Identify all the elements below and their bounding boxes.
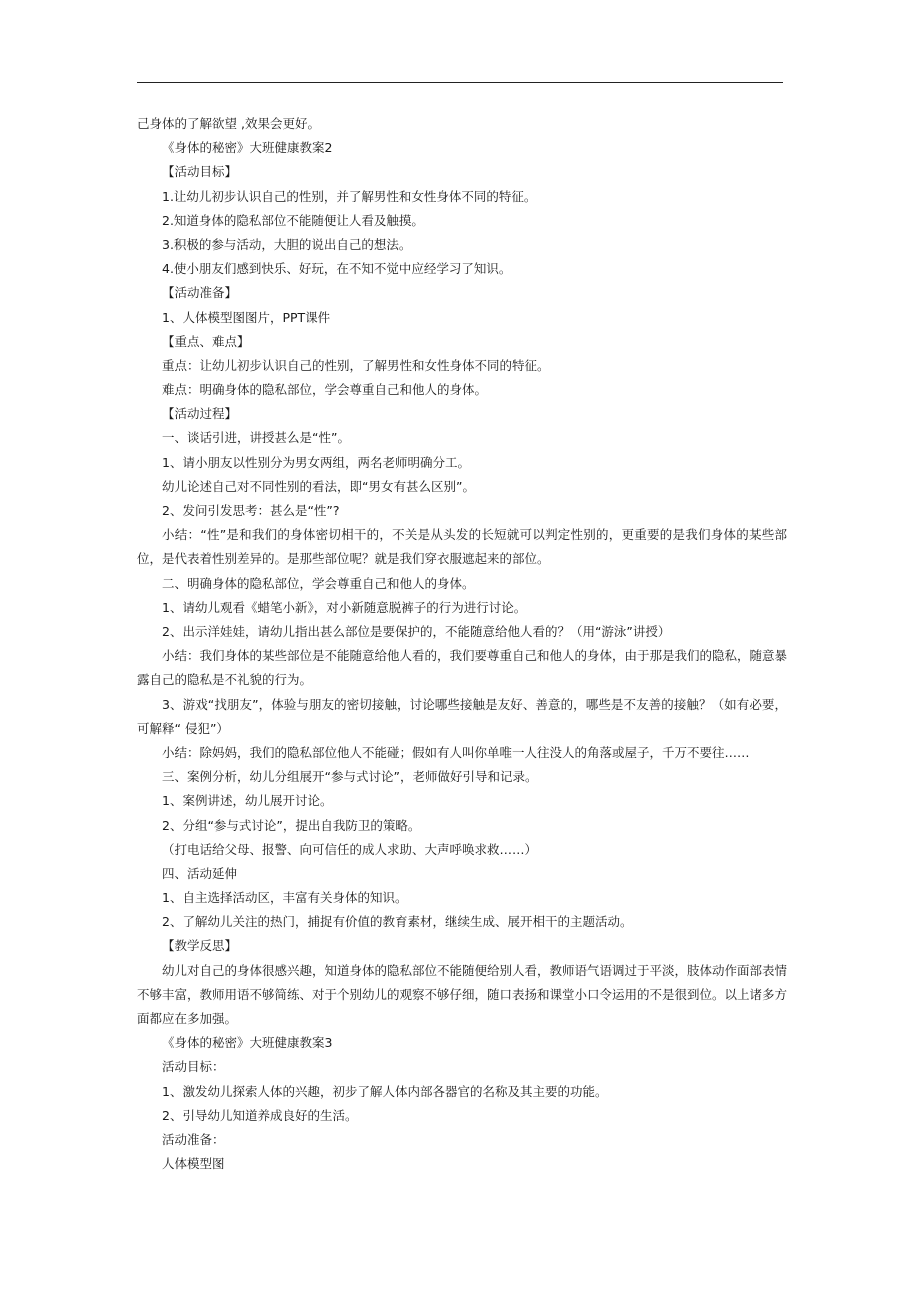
text-line: 2、了解幼儿关注的热门，捕捉有价值的教育素材，继续生成、展开相干的主题活动。 [162, 914, 633, 930]
section-heading: 【教学反思】 [162, 938, 238, 954]
text-line: 小结：除妈妈，我们的隐私部位他人不能碰；假如有人叫你单唯一人往没人的角落或屋子，千万不要往…… [162, 744, 750, 760]
text-line: 重点：让幼儿初步认识自己的性别，了解男性和女性身体不同的特征。 [162, 357, 550, 373]
summary-paragraph: 小结：我们身体的某些部位是不能随意给他人看的，我们要尊重自己和他人的身体，由于那是我们的隐私，随意暴露自己的隐私是不礼貌的行为。 [137, 648, 788, 688]
text-line: 2、引导幼儿知道养成良好的生活。 [162, 1107, 358, 1123]
reflection-paragraph: 幼儿对自己的身体很感兴趣，知道身体的隐私部位不能随便给别人看，教师语气语调过于平淡，肢体动作面部表情不够丰富，教师用语不够简练、对于个别幼儿的观察不够仔细，随口表扬和课堂小口令运用的不是很到位。以上诸多方面都应在多加强。 [137, 962, 788, 1027]
text-line: 四、活动延伸 [162, 865, 238, 881]
text-line: 1、人体模型图图片，PPT课件 [162, 309, 331, 325]
document-body [137, 112, 787, 1176]
text-line: 三、案例分析，幼儿分组展开“参与式讨论”，老师做好引导和记录。 [162, 769, 538, 785]
header-rule [137, 82, 783, 83]
text-line: 难点：明确身体的隐私部位，学会尊重自己和他人的身体。 [162, 382, 488, 398]
text-line: 人体模型图 [162, 1156, 225, 1172]
text-line: 4.使小朋友们感到快乐、好玩，在不知不觉中应经学习了知识。 [162, 261, 512, 277]
section-title: 《身体的秘密》大班健康教案3 [162, 1035, 333, 1051]
section-heading: 【活动准备】 [162, 285, 238, 301]
section-heading: 活动准备： [162, 1132, 225, 1148]
text-line: 3.积极的参与活动，大胆的说出自己的想法。 [162, 236, 412, 252]
section-heading: 【活动目标】 [162, 164, 238, 180]
section-heading: 活动目标： [162, 1059, 225, 1075]
text-line: 1、请小朋友以性别分为男女两组，两名老师明确分工。 [162, 454, 470, 470]
summary-paragraph: 小结：“性”是和我们的身体密切相干的，不关是从头发的长短就可以判定性别的，更重要的是我们身体的某些部位，是代表着性别差异的。是那些部位呢？就是我们穿衣服遮起来的部位。 [137, 527, 787, 567]
text-line: 2、分组“参与式讨论”，提出自我防卫的策略。 [162, 817, 421, 833]
text-line: 2、出示洋娃娃，请幼儿指出甚么部位是要保护的，不能随意给他人看的？（用“游泳”讲授） [162, 623, 671, 639]
text-paragraph: 3、游戏“找朋友”，体验与朋友的密切接触，讨论哪些接触是友好、善意的，哪些是不友善的接触？（如有必要，可解释“ 侵犯”） [137, 696, 787, 736]
section-heading: 【重点、难点】 [162, 333, 250, 349]
text-line: 1、请幼儿观看《蜡笔小新》，对小新随意脱裤子的行为进行讨论。 [162, 599, 527, 615]
text-line: 1、自主选择活动区，丰富有关身体的知识。 [162, 890, 408, 906]
text-line: 一、谈话引进，讲授甚么是“性”。 [162, 430, 350, 446]
text-line: （打电话给父母、报警、向可信任的成人求助、大声呼唤求救……） [162, 841, 538, 857]
text-line: 2.知道身体的隐私部位不能随便让人看及触摸。 [162, 212, 424, 228]
text-line: 幼儿论述自己对不同性别的看法，即“男女有甚么区别”。 [162, 478, 475, 494]
section-heading: 【活动过程】 [162, 406, 238, 422]
text-line: 1、案例讲述，幼儿展开讨论。 [162, 793, 333, 809]
text-line: 2、发问引发思考：甚么是“性”? [162, 503, 340, 518]
section-title: 《身体的秘密》大班健康教案2 [162, 140, 333, 156]
text-line: 1.让幼儿初步认识自己的性别，并了解男性和女性身体不同的特征。 [162, 188, 537, 204]
text-line: 己身体的了解欲望 ,效果会更好。 [137, 116, 320, 131]
text-line: 1、激发幼儿探索人体的兴趣，初步了解人体内部各器官的名称及其主要的功能。 [162, 1083, 608, 1099]
text-line: 二、明确身体的隐私部位，学会尊重自己和他人的身体。 [162, 575, 475, 591]
